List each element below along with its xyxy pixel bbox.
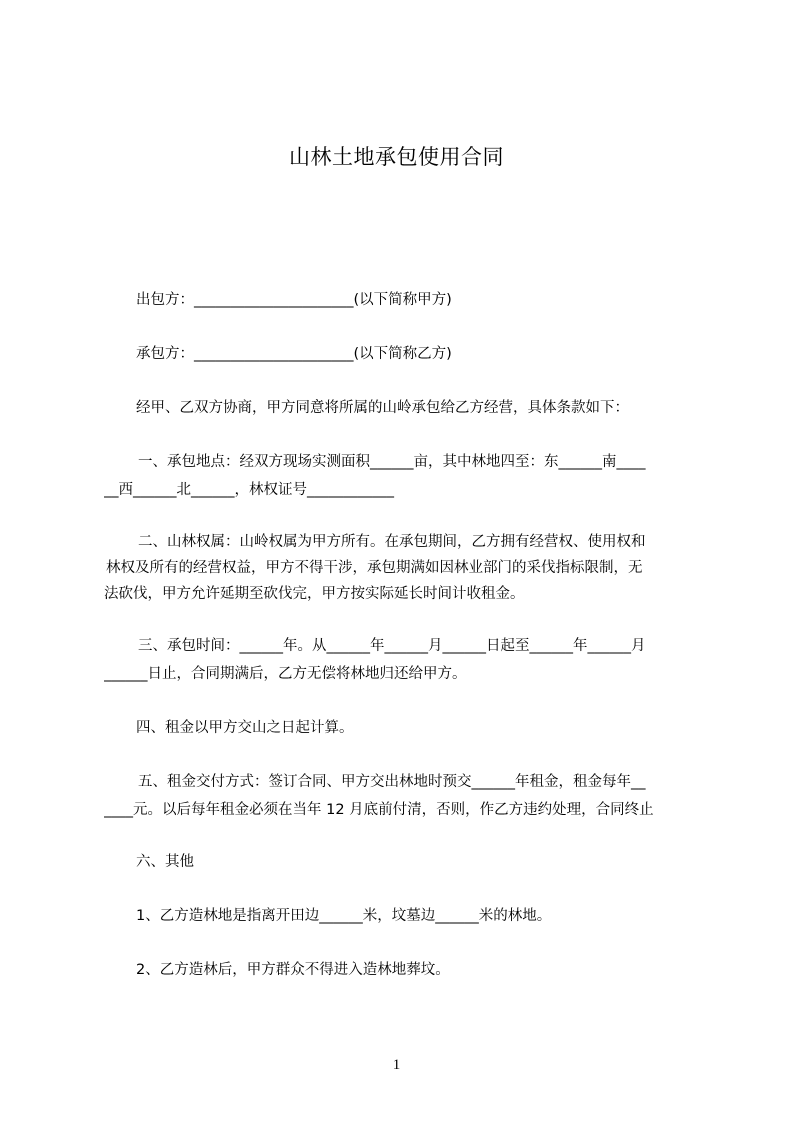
clause-2-line-2: 林权及所有的经营权益，甲方不得干涉，承包期满如因林业部门的采伐指标限制，无 xyxy=(106,560,643,576)
clause-3-line-1: 三、承包时间：______年。从______年______月______日起至______年______月 xyxy=(138,638,646,654)
page-number: 1 xyxy=(392,1057,401,1073)
clause-5-line-1: 五、租金交付方式：签订合同、甲方交出林地时预交______年租金，租金每年__ xyxy=(138,774,646,790)
intro-paragraph: 经甲、乙双方协商，甲方同意将所属的山岭承包给乙方经营，具体条款如下： xyxy=(136,400,629,416)
clause-6-item-1: 1、乙方造林地是指离开田边______米，坟墓边______米的林地。 xyxy=(136,908,552,924)
document-title: 山林土地承包使用合同 xyxy=(289,145,504,169)
clause-2-line-3: 法砍伐，甲方允许延期至砍伐完，甲方按实际延长时间计收租金。 xyxy=(104,586,525,602)
contractee-party-line: 承包方：______________________(以下简称乙方) xyxy=(136,346,452,362)
clause-1-line-1: 一、承包地点：经双方现场实测面积______亩，其中林地四至：东______南____ xyxy=(138,454,646,470)
clause-4: 四、租金以甲方交山之日起计算。 xyxy=(136,720,354,736)
clause-1-line-2: __西______北______，林权证号____________ xyxy=(104,482,394,498)
clause-6-heading: 六、其他 xyxy=(136,854,194,870)
clause-3-line-2: ______日止，合同期满后，乙方无偿将林地归还给甲方。 xyxy=(104,666,467,682)
clause-2-line-1: 二、山林权属：山岭权属为甲方所有。在承包期间，乙方拥有经营权、使用权和 xyxy=(138,534,646,550)
clause-6-item-2: 2、乙方造林后，甲方群众不得进入造林地葬坟。 xyxy=(136,962,450,978)
clause-5-line-2: ____元。以后每年租金必须在当年 12 月底前付清，否则，作乙方违约处理，合同终止 xyxy=(104,802,654,818)
contractor-party-line: 出包方：______________________(以下简称甲方) xyxy=(136,292,452,308)
